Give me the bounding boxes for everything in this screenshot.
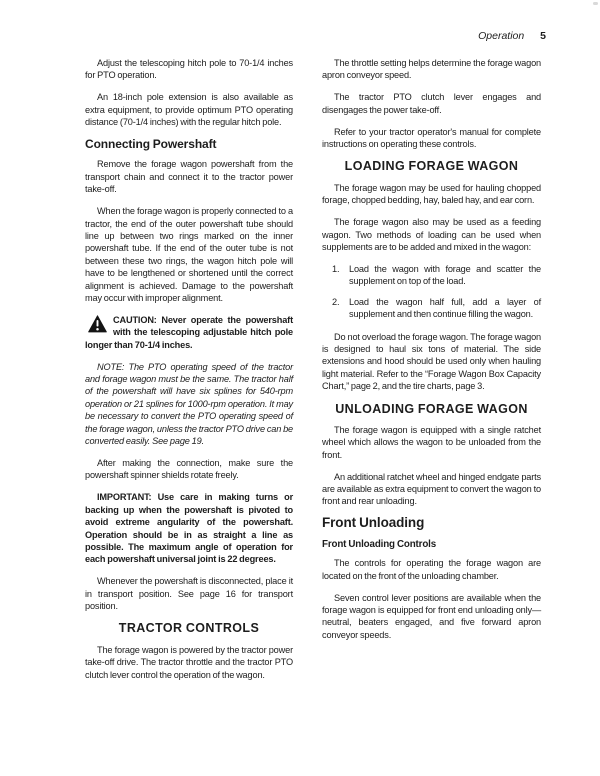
- header-section-label: Operation: [478, 30, 525, 42]
- scan-speck: [593, 2, 598, 5]
- paragraph-refer-manual: Refer to your tractor operator's manual for complete instructions on operating these controls.: [322, 126, 541, 150]
- right-column: [322, 57, 541, 651]
- caution-text: CAUTION: Never operate the powershaft with the telescoping adjustable hitch pole longer than 70-1/4 inches.: [85, 314, 293, 350]
- paragraph-seven-positions: Seven control lever positions are available when the forage wagon is equipped for front end unloading only—neutral, beaters engaged, and five forward apron conveyor speeds.: [322, 592, 541, 640]
- paragraph-alignment-rings: When the forage wagon is properly connected to a tractor, the end of the outer powershaft tube should line up between two rings marked on the inner powershaft tube. If the end of the outer tube is not between these two rings, the wagon hitch pole will have to be lengthened or shortened until the correct alignment is achieved. Damage to the powershaft may occur with improper alignment.: [85, 206, 293, 303]
- heading-front-unloading-controls: Front Unloading Controls: [322, 538, 437, 550]
- paragraph-hauling-uses: The forage wagon may be used for hauling chopped forage, chopped bedding, hay, baled hay, and ear corn.: [322, 182, 541, 206]
- paragraph-throttle-setting: The throttle setting helps determine the forage wagon apron conveyor speed.: [322, 58, 541, 81]
- heading-front-unloading: Front Unloading: [322, 515, 425, 531]
- heading-tractor-controls: TRACTOR CONTROLS: [118, 621, 260, 636]
- paragraph-single-ratchet: The forage wagon is equipped with a single ratchet wheel which allows the wagon to be unloaded from the front.: [322, 424, 541, 460]
- page-header: [478, 30, 546, 42]
- list-item: [322, 296, 541, 321]
- paragraph-controls-location: The controls for operating the forage wagon are located on the front of the unloading chamber.: [322, 558, 541, 581]
- heading-loading-forage-wagon: LOADING FORAGE WAGON: [344, 159, 519, 174]
- paragraph-pole-extension: An 18-inch pole extension is also available as extra equipment, to provide optimum PTO operating distance (70-1/4 inches) with the regular hitch pole.: [85, 92, 293, 128]
- loading-methods-list: [322, 263, 541, 321]
- list-item-text: Load the wagon half full, add a layer of supplement and then continue filling the wagon.: [349, 296, 541, 320]
- paragraph-hitch-pole: Adjust the telescoping hitch pole to 70-1/4 inches for PTO operation.: [85, 58, 293, 81]
- warning-triangle-icon: [88, 315, 107, 333]
- paragraph-feeding-wagon: The forage wagon also may be used as a feeding wagon. Two methods of loading can be used when supplements are to be added and mixed in the wagon:: [322, 217, 541, 252]
- paragraph-do-not-overload: Do not overload the forage wagon. The forage wagon is designed to haul six tons of material. The side extensions and hood should be used only when hauling light material. Refer to the “Forage Wagon Box Capacity Chart,” page 2, and the tire charts, page 3.: [322, 331, 541, 392]
- important-paragraph: IMPORTANT: Use care in making turns or backing up when the powershaft is pivoted to avoid extreme angularity of the powershaft. Operation should be in as straight a line as possible. The maximum angle of operation for each powershaft universal joint is 22 degrees.: [85, 492, 293, 565]
- paragraph-pto-clutch: The tractor PTO clutch lever engages and disengages the power take-off.: [322, 92, 541, 115]
- list-item-number: 2.: [332, 296, 340, 307]
- paragraph-transport-position: Whenever the powershaft is disconnected, place it in transport position. See page 16 for transport position.: [85, 576, 293, 612]
- paragraph-remove-powershaft: Remove the forage wagon powershaft from the transport chain and connect it to the tractor power take-off.: [85, 159, 293, 195]
- caution-block: [85, 314, 293, 351]
- note-paragraph: NOTE: The PTO operating speed of the tractor and forage wagon must be the same. The tractor half of the powershaft will have six splines for 540-rpm operation or 21 splines for 1000-rpm operation. It may be necessary to convert the PTO operating speed of the forage wagon, unless the tractor PTO drive can be converted easily. See page 19.: [85, 361, 294, 447]
- list-item: [322, 263, 541, 288]
- list-item-text: Load the wagon with forage and scatter the supplement on top of the load.: [349, 263, 541, 287]
- left-column: [85, 57, 293, 691]
- heading-connecting-powershaft: Connecting Powershaft: [85, 137, 217, 152]
- paragraph-wagon-powered: The forage wagon is powered by the tractor power take-off drive. The tractor throttle and the tractor PTO clutch lever control the operation of the wagon.: [85, 644, 293, 680]
- heading-unloading-forage-wagon: UNLOADING FORAGE WAGON: [335, 401, 528, 416]
- header-page-number: 5: [540, 30, 546, 42]
- paragraph-spinner-shields: After making the connection, make sure the powershaft spinner shields rotate freely.: [85, 457, 293, 481]
- paragraph-additional-ratchet: An additional ratchet wheel and hinged endgate parts are available as extra equipment to convert the wagon to front and rear unloading.: [322, 471, 541, 507]
- list-item-number: 1.: [332, 263, 340, 274]
